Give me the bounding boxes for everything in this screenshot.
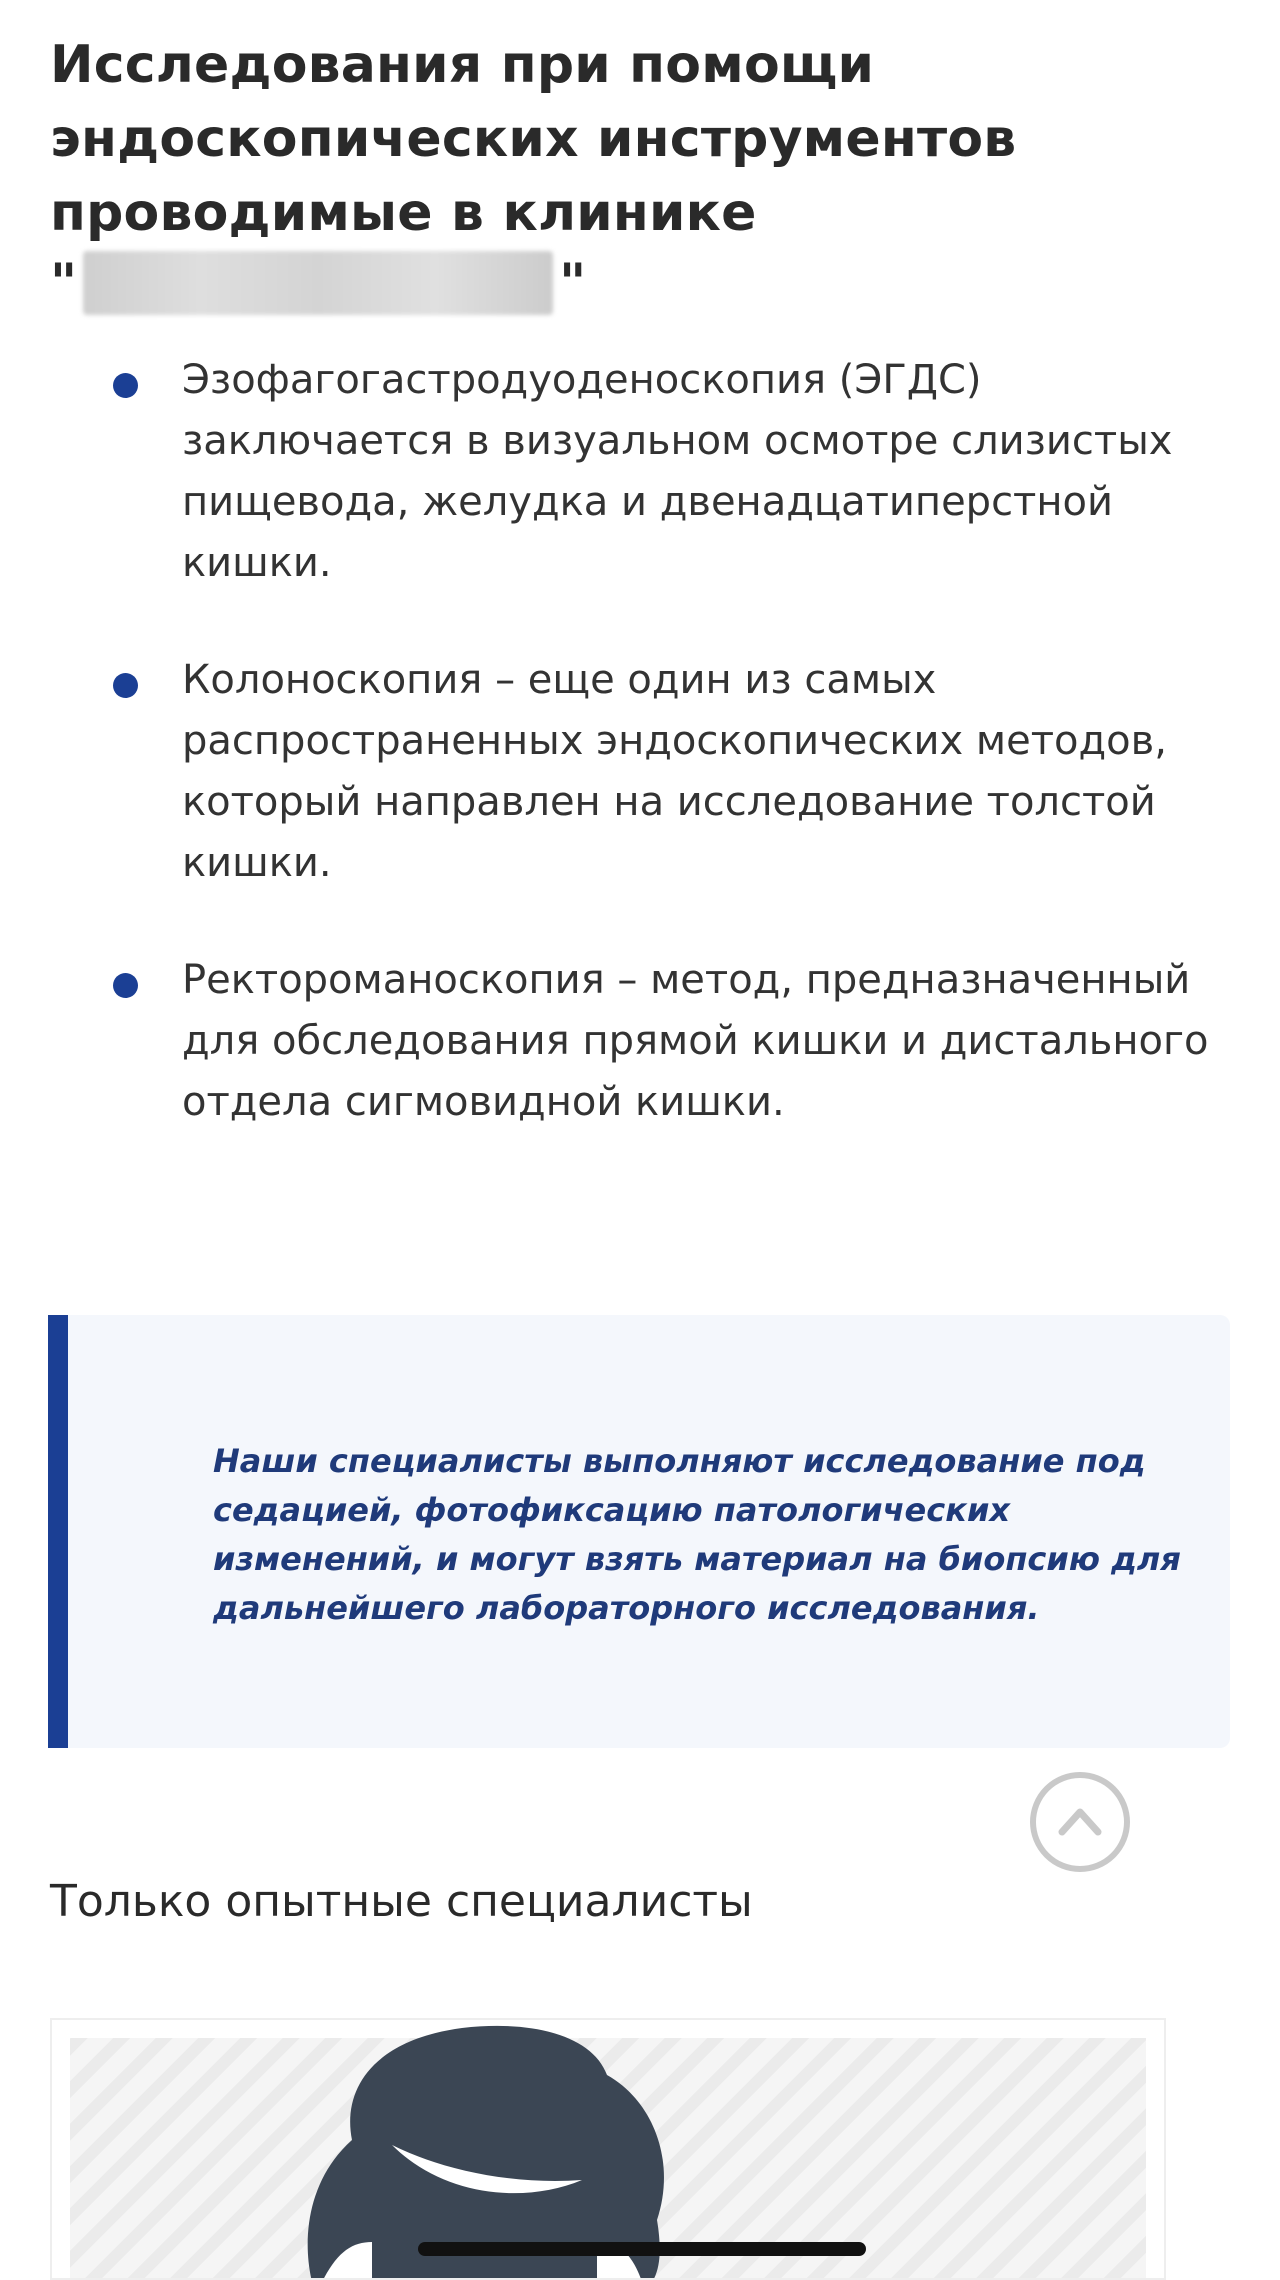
method-text: Эзофагогастродуоденоскопия (ЭГДС) заключается в визуальном осмотре слизистых пищевода, желудка и двенадцатиперстной кишки. — [182, 357, 1173, 586]
page-title: Исследования при помощи эндоскопических инструментов проводимые в клинике — [50, 35, 1017, 243]
list-item-rectoromanoscopy — [0, 950, 1280, 1133]
list-item-egds — [0, 350, 1280, 594]
redacted-clinic-name — [83, 251, 553, 315]
bullet-dot-icon — [113, 373, 138, 398]
scroll-to-top-button[interactable] — [1030, 1772, 1130, 1872]
bullet-dot-icon — [113, 973, 138, 998]
info-callout — [48, 1315, 1230, 1748]
method-text: Ректороманоскопия – метод, предназначенный для обследования прямой кишки и дистального отдела сигмовидной кишки. — [182, 957, 1209, 1125]
callout-text: Наши специалисты выполняют исследование под седацией, фотофиксацию патологических изменений, и могут взять материал на биопсию для дальнейшего лабораторного исследования. — [213, 1442, 1181, 1627]
home-indicator[interactable] — [418, 2242, 866, 2256]
chevron-up-icon — [1050, 1792, 1110, 1852]
clinic-quote-open: " — [50, 253, 78, 313]
user-silhouette-icon — [52, 2020, 1166, 2280]
list-item-colonoscopy — [0, 650, 1280, 894]
clinic-name-line — [50, 246, 586, 320]
method-text: Колоноскопия – еще один из самых распространенных эндоскопических методов, который направлен на исследование толстой кишки. — [182, 657, 1167, 886]
methods-list — [0, 350, 1280, 1133]
specialist-card[interactable] — [50, 2018, 1166, 2280]
callout-accent-bar — [48, 1315, 68, 1748]
bullet-dot-icon — [113, 673, 138, 698]
section-heading-specialists: Только опытные специалисты — [50, 1876, 753, 1927]
clinic-quote-close: " — [559, 253, 587, 313]
